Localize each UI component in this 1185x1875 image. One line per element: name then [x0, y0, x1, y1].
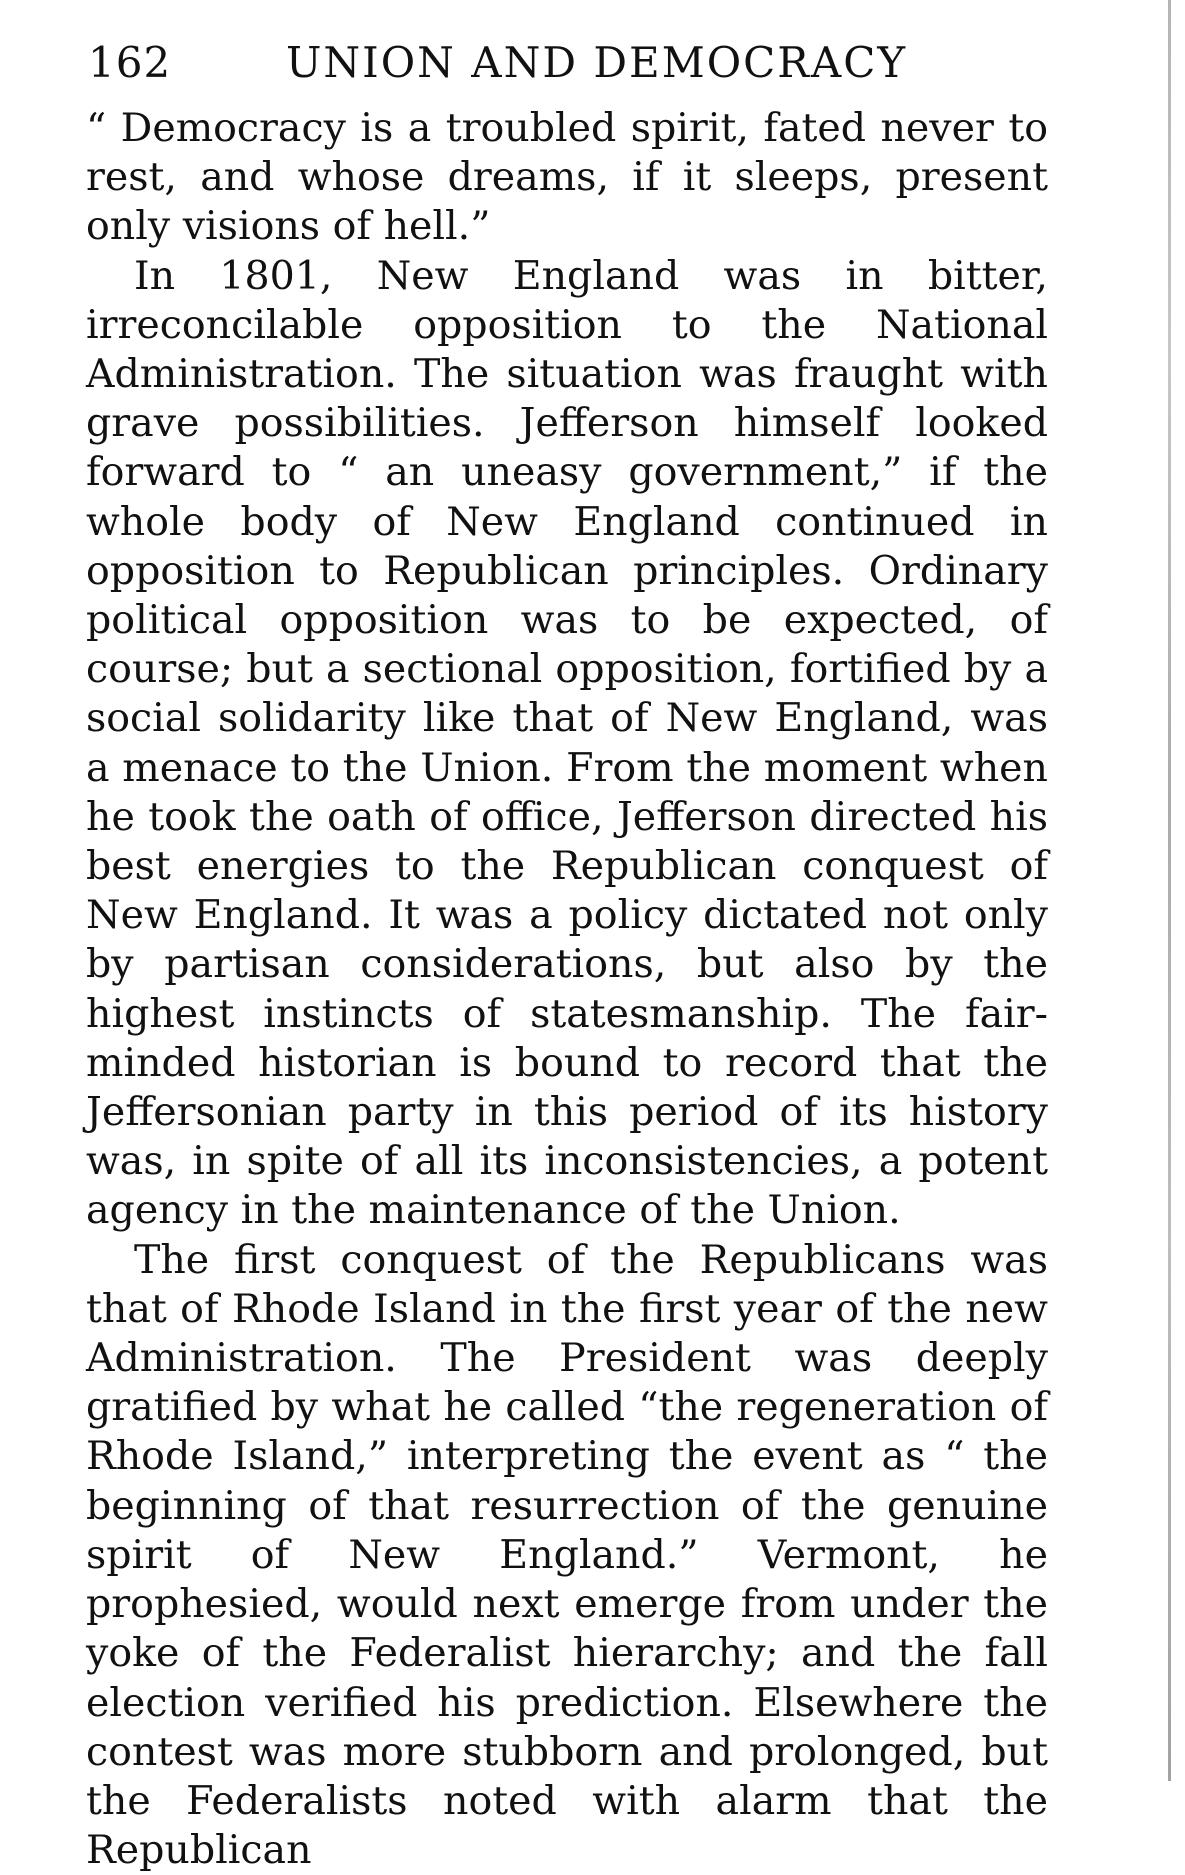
page-number: 162 — [88, 38, 172, 87]
paragraph-new-england-opposition: In 1801, New England was in bitter, irreconcilable opposition to the National Administration. The situation was fraught with grave possibilities. Jefferson himself looked forward to “ an uneasy government,” if the whole body of New England continued in opposition to Republican principles. Ordinary political opposition was to be expected, of course; but a sectional opposition, fortified by a social solidarity like that of New England, was a menace to the Union. From the moment when he took the oath of office, Jefferson directed his best energies to the Republican conquest of New England. It was a policy dictated not only by partisan considerations, but also by the highest instincts of statesmanship. The fair-minded historian is bound to record that the Jeffersonian party in this period of its history was, in spite of all its inconsistencies, a potent agency in the maintenance of the Union. — [86, 252, 1048, 1234]
page-header — [88, 38, 1048, 98]
running-title: UNION AND DEMOCRACY — [286, 38, 908, 87]
paragraph-rhode-island-conquest: The first conquest of the Republicans was that of Rhode Island in the first year of the new Administration. The President was deeply gratified by what he called “the regeneration of Rhode Island,” interpreting the event as “ the beginning of that resurrection of the genuine spirit of New England.” Vermont, he prophesied, would next emerge from under the yoke of the Federalist hierarchy; and the fall election verified his prediction. Elsewhere the contest was more stubborn and prolonged, but the Federalists noted with alarm that the Republican — [86, 1236, 1048, 1874]
paragraph-quote-continuation: “ Democracy is a troubled spirit, fated never to rest, and whose dreams, if it sleeps, present only visions of hell.” — [86, 105, 1048, 250]
page-edge-shadow — [1168, 0, 1171, 1781]
body-text — [86, 104, 1048, 1875]
